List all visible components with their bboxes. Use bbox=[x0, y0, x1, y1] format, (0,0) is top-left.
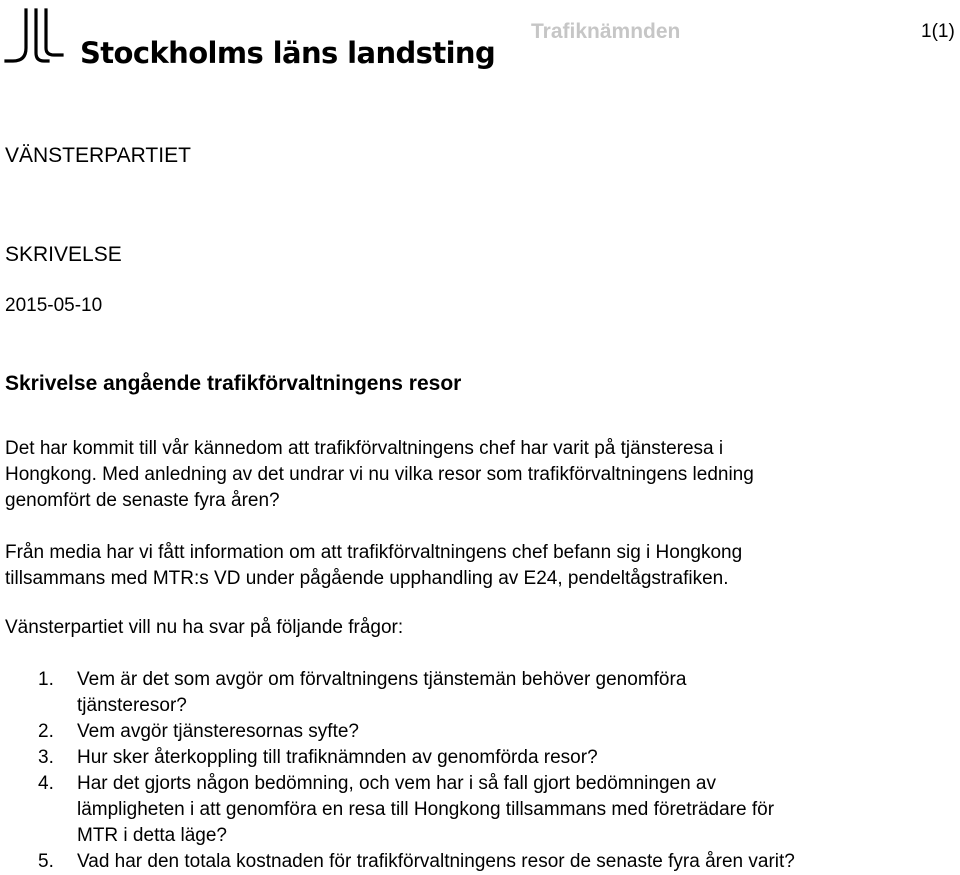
paragraph-media bbox=[5, 540, 742, 592]
list-item bbox=[5, 771, 945, 849]
paragraph-line: genomfört de senaste fyra åren? bbox=[5, 490, 280, 511]
paragraph-questions-intro bbox=[5, 615, 403, 641]
list-number: 4. bbox=[38, 773, 54, 794]
list-number: 3. bbox=[38, 747, 54, 768]
list-item bbox=[5, 667, 945, 719]
organization-name: Trafiknämnden bbox=[531, 20, 681, 43]
question-line: MTR i detta läge? bbox=[77, 825, 227, 846]
party-name: VÄNSTERPARTIET bbox=[5, 144, 191, 167]
question-line: Vem avgör tjänsteresornas syfte? bbox=[77, 721, 359, 742]
paragraph-line: Från media har vi fått information om att trafikförvaltningens chef befann sig i Hongkong bbox=[5, 542, 743, 563]
sll-logo-mark-icon bbox=[4, 8, 74, 64]
list-number: 5. bbox=[38, 851, 54, 872]
logo-text: Stockholms läns landsting bbox=[80, 36, 496, 70]
question-line: Har det gjorts någon bedömning, och vem har i så fall gjort bedömningen av bbox=[77, 773, 716, 794]
document-date: 2015-05-10 bbox=[5, 295, 103, 316]
document-title: Skrivelse angående trafikförvaltningens resor bbox=[5, 372, 462, 395]
question-line: lämpligheten i att genomföra en resa till Hongkong tillsammans med företrädare för bbox=[77, 799, 775, 820]
paragraph-line: Det har kommit till vår kännedom att trafikförvaltningens chef har varit på tjänsteresa i bbox=[5, 438, 724, 459]
list-number: 2. bbox=[38, 721, 54, 742]
list-item bbox=[5, 745, 945, 771]
paragraph-line: tillsammans med MTR:s VD under pågående upphandling av E24, pendeltågstrafiken. bbox=[5, 568, 729, 589]
paragraph-line: Hongkong. Med anledning av det undrar vi nu vilka resor som trafikförvaltningens ledning bbox=[5, 464, 754, 485]
question-line: Vad har den totala kostnaden för trafikförvaltningens resor de senaste fyra åren varit? bbox=[77, 851, 795, 872]
document-type: SKRIVELSE bbox=[5, 243, 122, 266]
list-number: 1. bbox=[38, 669, 54, 690]
question-line: tjänsteresor? bbox=[77, 695, 187, 716]
paragraph-line: Vänsterpartiet vill nu ha svar på följande frågor: bbox=[5, 617, 404, 638]
question-line: Hur sker återkoppling till trafiknämnden av genomförda resor? bbox=[77, 747, 598, 768]
question-list bbox=[5, 667, 945, 875]
question-line: Vem är det som avgör om förvaltningens tjänstemän behöver genomföra bbox=[77, 669, 687, 690]
paragraph-intro bbox=[5, 436, 754, 514]
page-number: 1(1) bbox=[921, 21, 955, 42]
sll-logo bbox=[4, 8, 496, 70]
list-item bbox=[5, 719, 945, 745]
list-item bbox=[5, 849, 945, 875]
